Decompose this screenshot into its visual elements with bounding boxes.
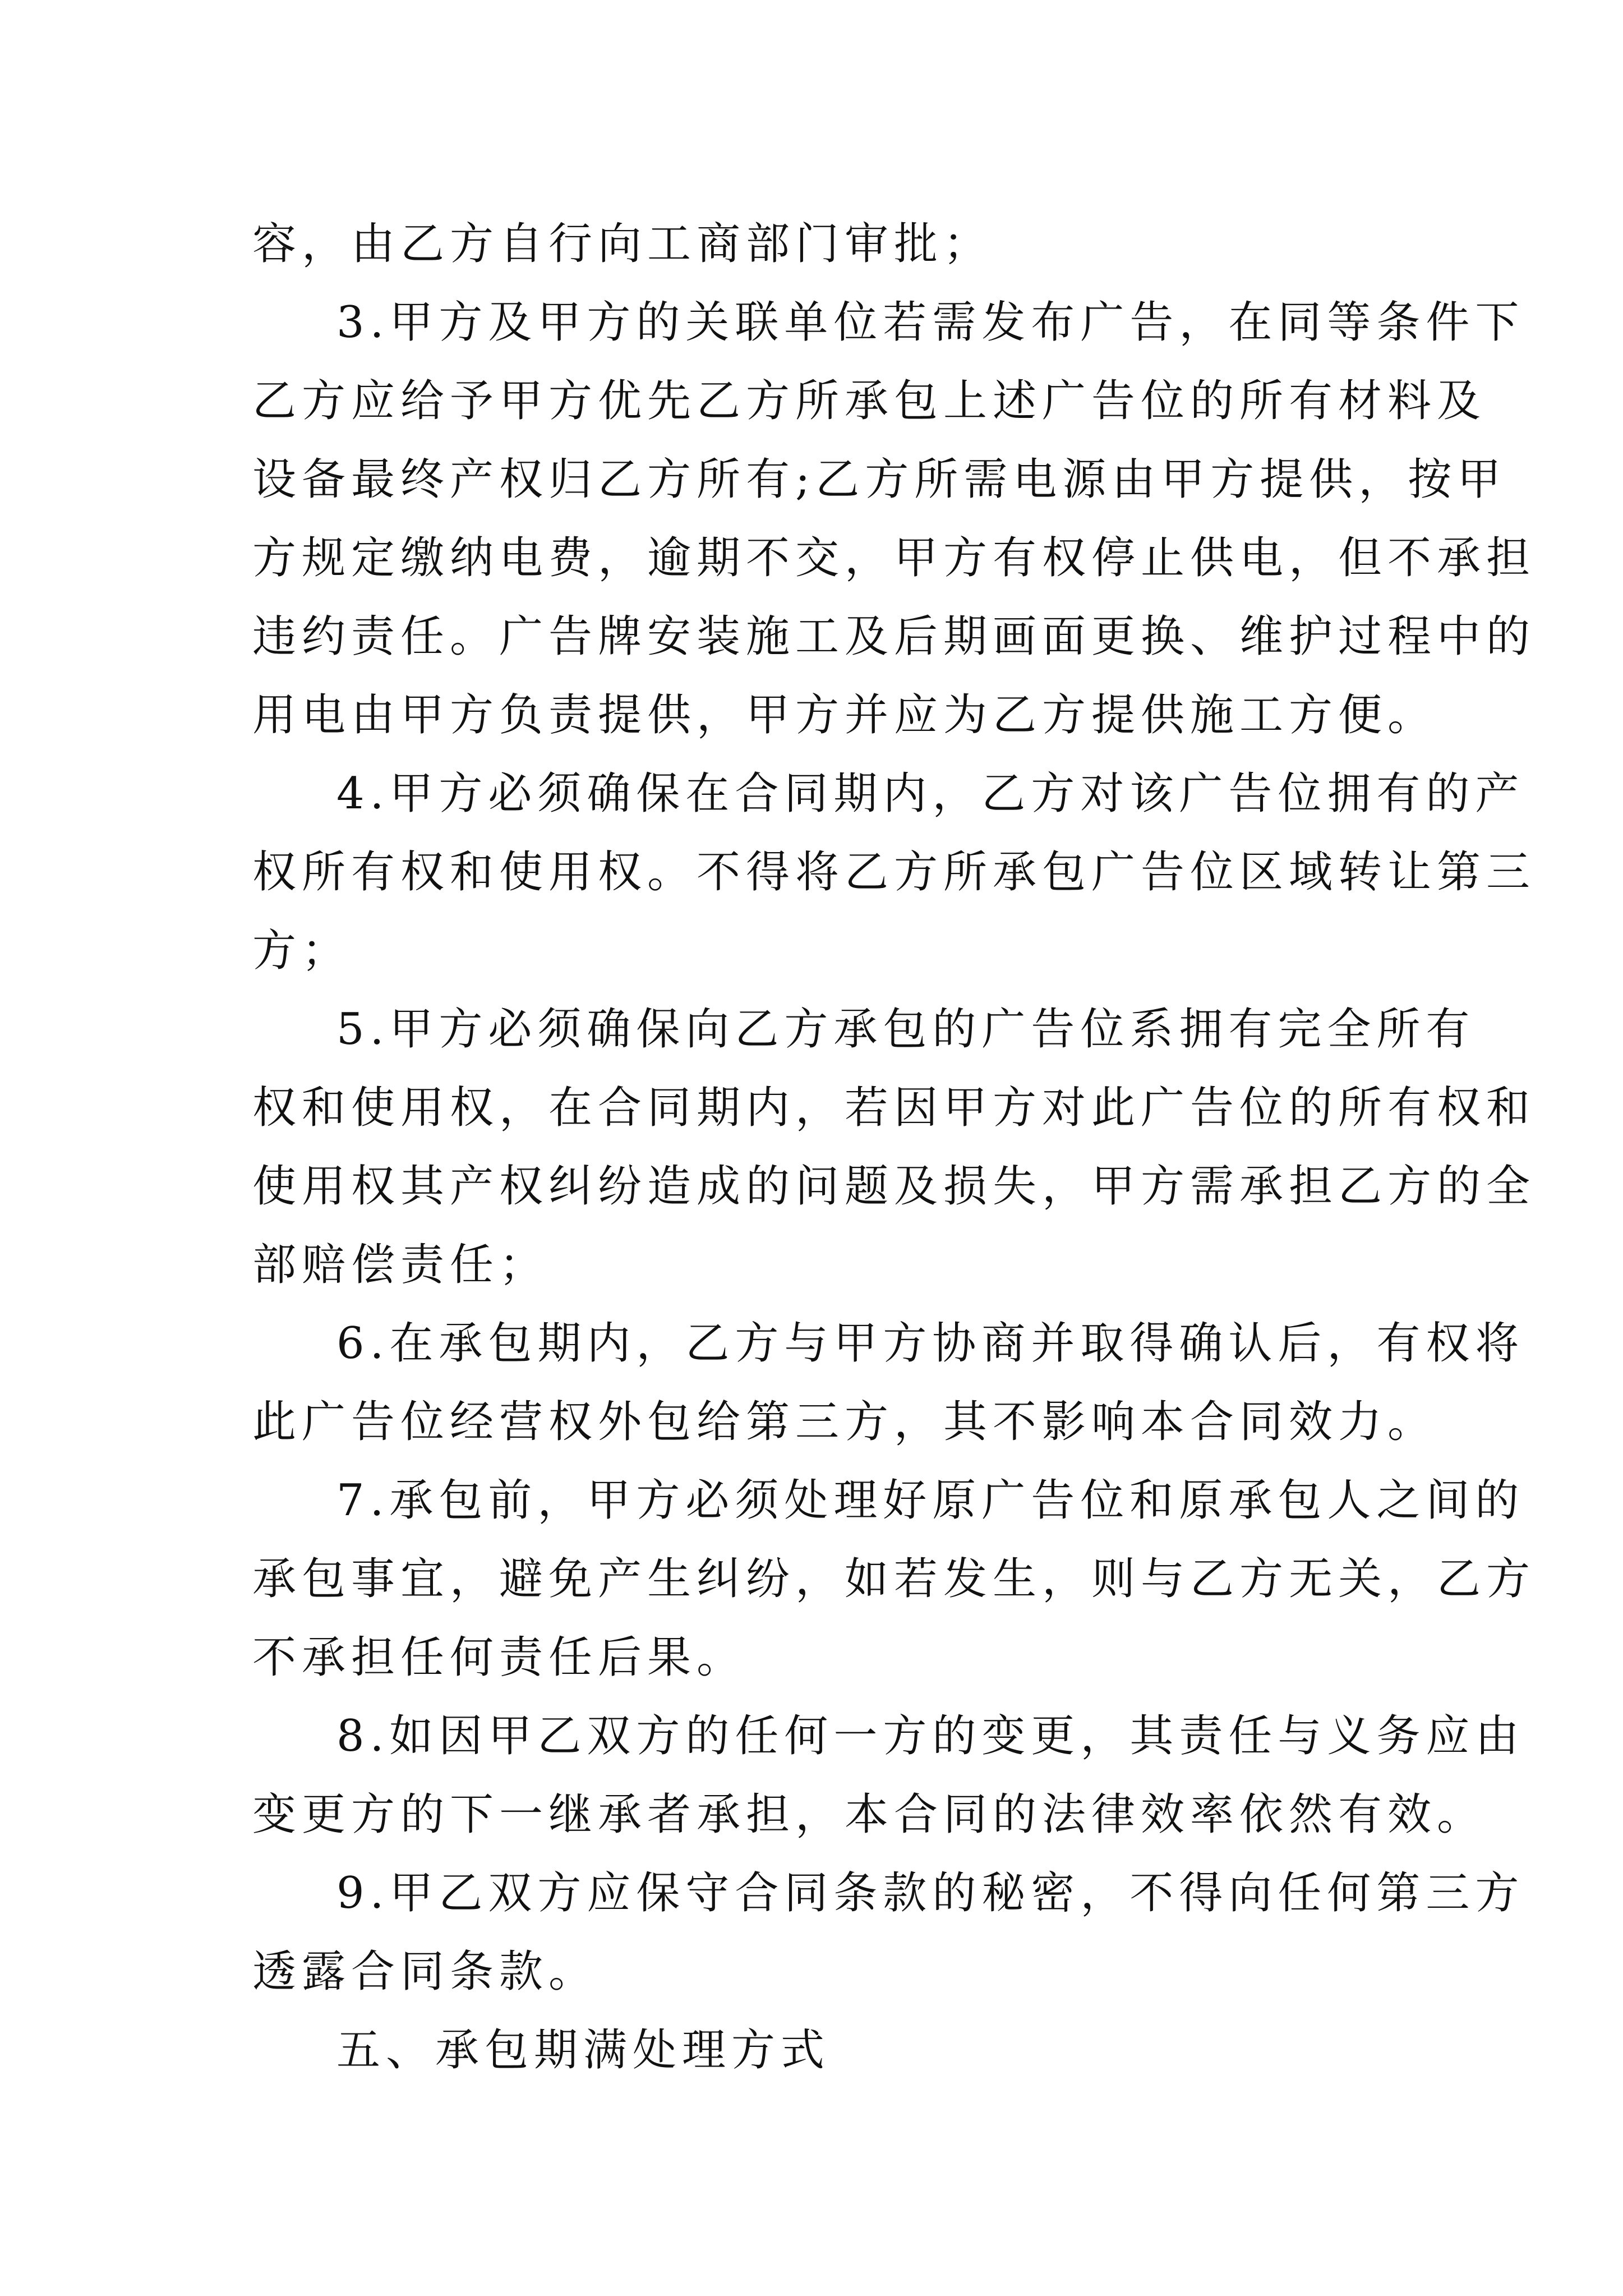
text-line: 设备最终产权归乙方所有;乙方所需电源由甲方提供，按甲 [252,454,1507,505]
text-line: 透露合同条款。 [252,1947,598,1997]
text-line: 方规定缴纳电费，逾期不交，甲方有权停止供电，但不承担 [252,533,1536,583]
text-line: 容，由乙方自行向工商部门审批； [252,219,993,269]
text-line: 4.甲方必须确保在合同期内，乙方对该广告位拥有的产 [336,769,1525,819]
text-line: 5.甲方必须确保向乙方承包的广告位系拥有完全所有 [336,1004,1476,1055]
text-line: 7.承包前，甲方必须处理好原广告位和原承包人之间的 [336,1475,1525,1526]
text-line: 此广告位经营权外包给第三方，其不影响本合同效力。 [252,1397,1437,1447]
text-line: 部赔偿责任； [252,1240,549,1290]
text-line: 方； [252,926,352,976]
text-line: 变更方的下一继承者承担，本合同的法律效率依然有效。 [252,1789,1487,1840]
text-line: 3.甲方及甲方的关联单位若需发布广告，在同等条件下 [336,297,1525,348]
text-line: 权和使用权，在合同期内，若因甲方对此广告位的所有权和 [252,1083,1536,1133]
text-line: 9.甲乙双方应保守合同条款的秘密，不得向任何第三方 [336,1868,1525,1918]
text-line: 6.在承包期内，乙方与甲方协商并取得确认后，有权将 [336,1318,1525,1369]
text-line: 使用权其产权纠纷造成的问题及损失，甲方需承担乙方的全 [252,1161,1536,1212]
text-line: 8.如因甲乙双方的任何一方的变更，其责任与义务应由 [336,1711,1525,1761]
text-line: 不承担任何责任后果。 [252,1632,746,1683]
text-line: 乙方应给予甲方优先乙方所承包上述广告位的所有材料及 [252,376,1487,426]
text-line: 用电由甲方负责提供，甲方并应为乙方提供施工方便。 [252,690,1437,740]
section-heading: 五、承包期满处理方式 [336,2025,831,2076]
text-line: 承包事宜，避免产生纠纷，如若发生，则与乙方无关，乙方 [252,1554,1536,1604]
text-line: 权所有权和使用权。不得将乙方所承包广告位区域转让第三 [252,847,1536,898]
text-line: 违约责任。广告牌安装施工及后期画面更换、维护过程中的 [252,611,1536,662]
